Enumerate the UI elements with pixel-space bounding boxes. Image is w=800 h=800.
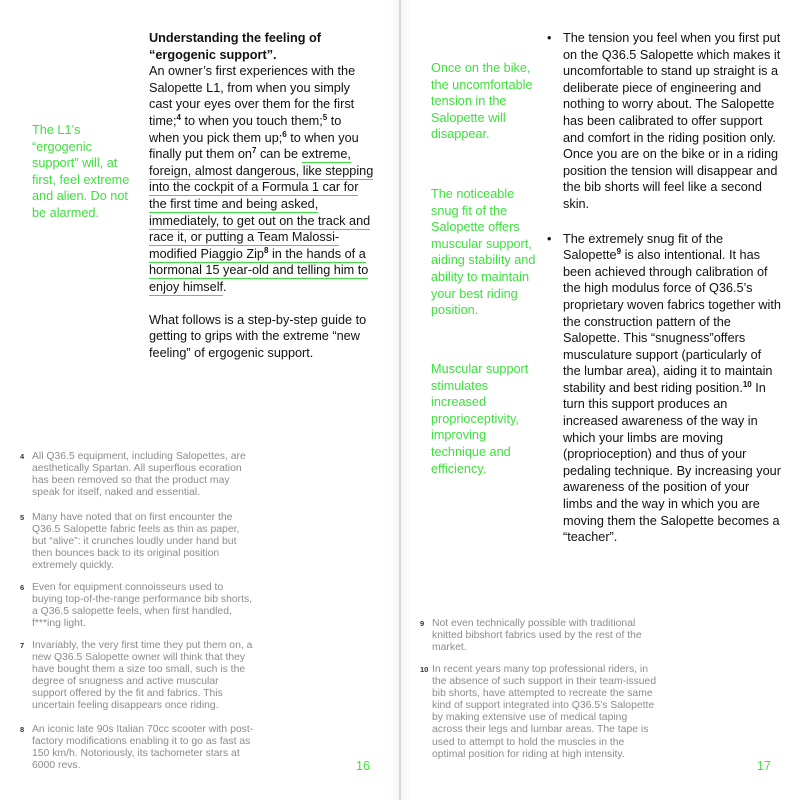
section-heading: [149, 30, 374, 63]
underlined-text: extreme, foreign, almost dangerous, like stepping into the cockpit of a Formula 1 car for the first time and being asked, immediately, to get out on the track and race it, or putting a Team Malossi-modified Piaggio Zip: [149, 147, 374, 261]
footnote-text: Even for equipment connoisseurs used to buying top-of-the-range performance bib shorts, a Q36.5 salopette feels, when first handled, f***ing light.: [32, 582, 253, 630]
footnote-text: Many have noted that on first encounter the Q36.5 Salopette fabric feels as thin as paper, but “alive”: it crunches loudly under hand but then bounces back to its original position extremely quickly.: [32, 512, 240, 572]
footnote-number: 6: [20, 583, 25, 592]
heading-line-1: Understanding the feeling of: [149, 31, 321, 45]
footnote-ref: 9: [616, 246, 622, 256]
footnote-number: 9: [420, 619, 425, 628]
footnote: [420, 664, 657, 761]
bullet-item: [547, 231, 782, 546]
page-number: 17: [757, 759, 771, 773]
bullet-dot: •: [547, 231, 552, 246]
footnote: [20, 582, 254, 630]
footnote-ref: 8: [263, 245, 269, 255]
footnote-ref: 4: [176, 112, 181, 122]
right-margin-note: Once on the bike, the uncomfortable tension in the Salopette will disappear.: [431, 61, 533, 142]
intro-text: to when you finally put them on: [149, 130, 359, 162]
left-page: [0, 0, 399, 800]
bullet-dot: •: [547, 31, 552, 45]
bullet-item: [547, 30, 782, 213]
footnote-number: 5: [20, 513, 25, 522]
right-main-text: [547, 30, 782, 546]
footnote-ref: 6: [282, 129, 287, 139]
left-main-text: [149, 30, 374, 361]
footnote-ref: 5: [322, 112, 328, 122]
footnote: [20, 724, 254, 772]
footnote-text: All Q36.5 equipment, including Salopettes, are aesthetically Spartan. All superflous ecoration has been removed so that the product may speak for itself, naked and essential.: [32, 451, 246, 499]
footnote: [420, 618, 657, 654]
footnote-text: Invariably, the very first time they put them on, a new Q36.5 Salopette owner will think that they have bought them a size too small, such is the degree of snugness and active muscular support offered by the fit and fabrics. This uncertain feeling disappears once riding.: [32, 640, 253, 712]
footnote: [20, 451, 254, 499]
footnote-number: 4: [20, 452, 25, 461]
footnote-text: In recent years many top professional riders, in the absence of such support in their team-issued bib shorts, have attempted to recreate the same kind of support integrated into Q36.5’s Salopette by making extensive use of medical taping across their legs and lumbar areas. The tape is used to attempt to hold the muscles in the optimal position for riding at high intensity.: [432, 664, 657, 760]
footnote-text: An iconic late 90s Italian 70cc scooter with post-factory modifications enabling it to go as fast as 150 km/h. Notoriously, its tachometer stars at 6000 revs.: [32, 724, 254, 772]
intro-text: can be: [256, 147, 302, 162]
intro-text: An owner’s first experiences with the Salopette L1, from when you simply cast your eyes over them for the first time;: [149, 64, 356, 128]
heading-line-2: “ergogenic support”.: [149, 47, 277, 62]
bullet-text-part: The extremely snug fit of the Salopette: [563, 231, 724, 263]
right-page: [401, 0, 800, 800]
guide-paragraph: What follows is a step-by-step guide to getting to grips with the extreme “new feeling” of ergogenic support.: [149, 312, 367, 360]
footnote-number: 7: [20, 641, 25, 650]
intro-text: to when you pick them up;: [149, 113, 342, 145]
intro-text: to when you touch them;: [180, 113, 323, 128]
bullet-text-part: is also intentional. It has been achieved through calibration of the high modulus force of Q36.5’s proprietary woven fabrics together with the construction pattern of the Salopette. This “snugness”offers musculature support (particularly of the lumbar area), aiding it to maintain stability and best riding position.: [563, 248, 781, 395]
underlined-passage: [149, 147, 373, 296]
footnote-number: 8: [20, 725, 25, 734]
footnote-ref: 7: [251, 145, 257, 155]
right-margin-note: Muscular support stimulates increased proprioceptivity, improving technique and efficiency.: [431, 362, 529, 476]
right-margin-note: The noticeable snug fit of the Salopette offers muscular support, aiding stability and ability to maintain your best riding position.: [431, 187, 536, 318]
bullet-text-part: In turn this support produces an increased awareness of the way in which your limbs are moving (proprioception) and thus of your pedaling technique. By increasing your awareness of the position of your limbs and the way in which you are moving them the Salopette becomes a “teacher”.: [563, 380, 781, 545]
page-number: 16: [356, 759, 370, 773]
bullet-text: [563, 232, 781, 545]
intro-paragraph: [149, 63, 374, 295]
left-margin-note: The L1’s “ergogenic support” will, at first, feel extreme and alien. Do not be alarmed.: [32, 123, 130, 220]
footnote-text: Not even technically possible with traditional knitted bibshort fabrics used by the rest of the market.: [432, 618, 642, 654]
bullet-text: The tension you feel when you first put on the Q36.5 Salopette which makes it uncomfortable to stand up straight is a deliberate piece of engineering and nothing to worry about. The Salopette has been calibrated to offer support and comfort in the riding position only. Once you are on the bike or in a riding position the tension will disappear and the bib shorts will feel like a second skin.: [563, 31, 781, 211]
footnote: [20, 512, 254, 572]
footnote-number: 10: [420, 665, 429, 674]
underlined-text: in the hands of a hormonal 15 year-old and telling him to enjoy himself: [149, 246, 369, 294]
footnote: [20, 640, 254, 713]
footnote-ref: 10: [742, 379, 752, 389]
intro-text: .: [223, 279, 227, 294]
